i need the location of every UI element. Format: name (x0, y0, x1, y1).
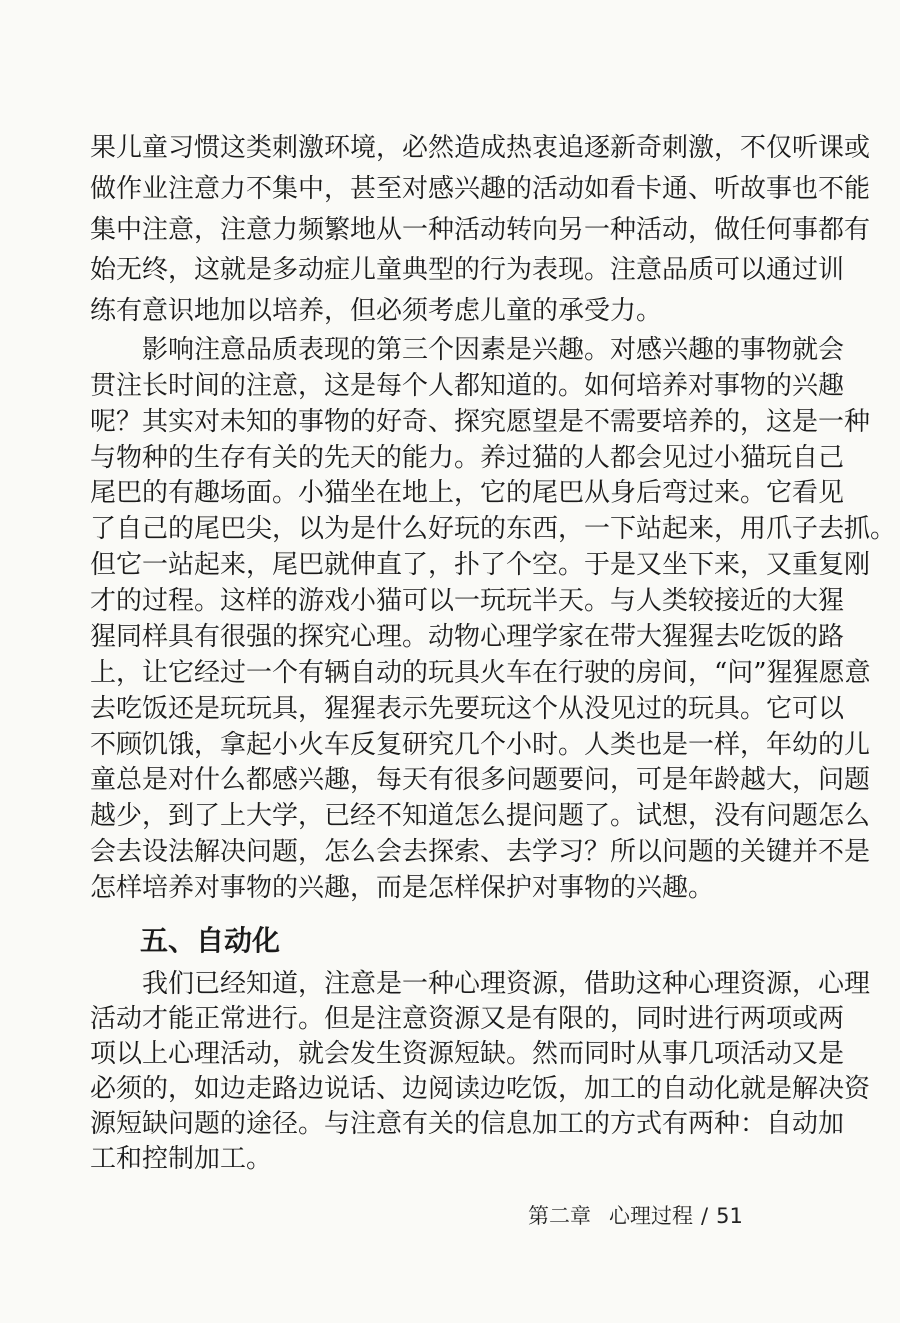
text-line: 猩同样具有很强的探究心理。动物心理学家在带大猩猩去吃饭的路 (90, 621, 845, 652)
text-line: 了自己的尾巴尖，以为是什么好玩的东西，一下站起来，用爪子去抓。 (90, 514, 897, 545)
text-line: 活动才能正常进行。但是注意资源又是有限的，同时进行两项或两 (90, 1004, 845, 1034)
section-heading: 五、自动化 (140, 924, 281, 957)
text-line: 但它一站起来，尾巴就伸直了，扑了个空。于是又坐下来，又重复刚 (90, 550, 871, 581)
footer-separator: / (701, 1204, 709, 1228)
footer-chapter: 第二章 (528, 1204, 591, 1228)
text-line: 项以上心理活动，就会发生资源短缺。然而同时从事几项活动又是 (90, 1039, 845, 1069)
text-line: 会去设法解决问题，怎么会去探索、去学习？所以问题的关键并不是 (90, 837, 871, 868)
text-line: 童总是对什么都感兴趣，每天有很多问题要问，可是年龄越大，问题 (90, 765, 871, 796)
text-line: 果儿童习惯这类刺激环境，必然造成热衷追逐新奇刺激，不仅听课或 (90, 133, 871, 163)
text-line: 怎样培养对事物的兴趣，而是怎样保护对事物的兴趣。 (90, 873, 715, 903)
text-line: 源短缺问题的途径。与注意有关的信息加工的方式有两种：自动加 (90, 1109, 845, 1139)
page-footer (528, 1203, 743, 1229)
text-line: 去吃饭还是玩玩具，猩猩表示先要玩这个从没见过的玩具。它可以 (90, 693, 845, 724)
text-line: 练有意识地加以培养，但必须考虑儿童的承受力。 (90, 296, 663, 326)
text-line: 才的过程。这样的游戏小猫可以一玩玩半天。与人类较接近的大猩 (90, 586, 845, 617)
text-line: 必须的，如边走路边说话、边阅读边吃饭，加工的自动化就是解决资 (90, 1074, 871, 1104)
text-line: 尾巴的有趣场面。小猫坐在地上，它的尾巴从身后弯过来。它看见 (90, 478, 845, 509)
text-line: 不顾饥饿，拿起小火车反复研究几个小时。人类也是一样，年幼的儿 (90, 729, 871, 760)
text-line: 与物种的生存有关的先天的能力。养过猫的人都会见过小猫玩自己 (90, 442, 845, 473)
text-line: 影响注意品质表现的第三个因素是兴趣。对感兴趣的事物就会 (142, 335, 845, 365)
text-line: 做作业注意力不集中，甚至对感兴趣的活动如看卡通、听故事也不能 (90, 173, 871, 204)
footer-title: 心理过程 (609, 1204, 693, 1228)
text-line: 始无终，这就是多动症儿童典型的行为表现。注意品质可以通过训 (90, 255, 845, 286)
text-line: 工和控制加工。 (90, 1144, 273, 1174)
text-line: 越少，到了上大学，已经不知道怎么提问题了。试想，没有问题怎么 (90, 801, 871, 832)
text-line: 上，让它经过一个有辆自动的玩具火车在行驶的房间，“问”猩猩愿意 (90, 657, 871, 688)
page-number: 51 (716, 1204, 743, 1228)
text-line: 我们已经知道，注意是一种心理资源，借助这种心理资源，心理 (142, 969, 871, 999)
text-line: 呢？其实对未知的事物的好奇、探究愿望是不需要培养的，这是一种 (90, 406, 871, 437)
text-line: 贯注长时间的注意，这是每个人都知道的。如何培养对事物的兴趣 (90, 370, 845, 401)
text-line: 集中注意，注意力频繁地从一种活动转向另一种活动，做任何事都有 (90, 214, 871, 245)
